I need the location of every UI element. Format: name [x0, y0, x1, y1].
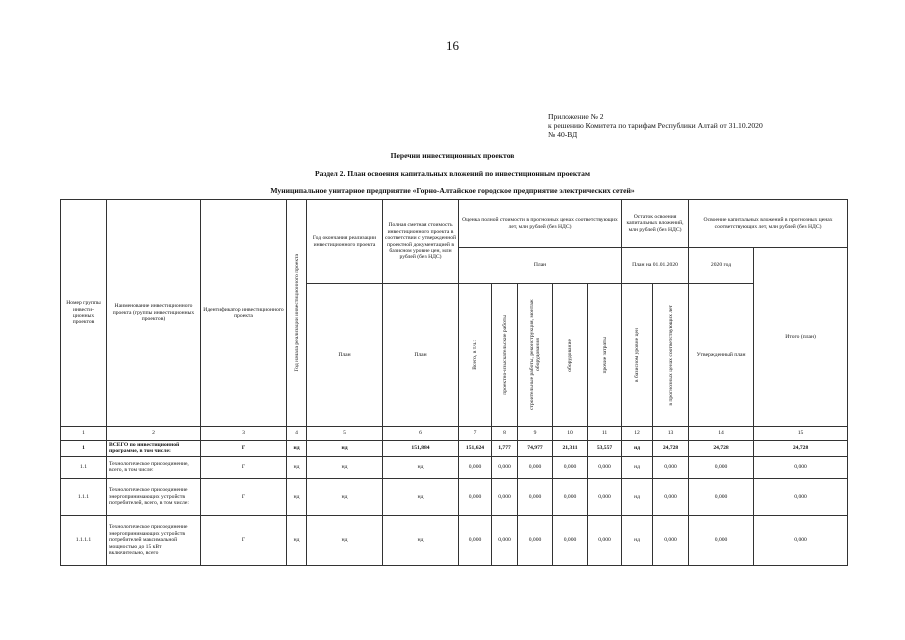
- row-id: Г: [201, 441, 287, 457]
- row-cell: 0,000: [689, 515, 754, 565]
- row-cell: 0,000: [588, 456, 622, 478]
- header-project-id: Идентификатор инвестиционного проекта: [201, 200, 287, 427]
- row-cell: нд: [307, 441, 383, 457]
- row-cell: 0,000: [653, 515, 689, 565]
- row-number: 1.1.1: [61, 478, 107, 515]
- row-cell: 0,000: [754, 515, 848, 565]
- row-cell: 0,000: [518, 456, 553, 478]
- column-number: 10: [553, 427, 588, 441]
- row-cell: 0,000: [754, 478, 848, 515]
- row-cell: 21,311: [553, 441, 588, 457]
- row-cell: 0,000: [553, 478, 588, 515]
- header-completion-year: Год окончания реализации инвестиционного проекта: [307, 200, 383, 284]
- row-name: Технологическое присоединение энергопринимающих устройств потребителей, всего, в том числе:: [107, 478, 201, 515]
- row-cell: нд: [383, 515, 459, 565]
- column-number: 8: [492, 427, 518, 441]
- column-number: 15: [754, 427, 848, 441]
- row-cell: 0,000: [492, 456, 518, 478]
- column-number: 1: [61, 427, 107, 441]
- table-row: [61, 441, 848, 457]
- row-cell: нд: [622, 515, 653, 565]
- row-cell: нд: [307, 478, 383, 515]
- row-cell: 0,000: [553, 515, 588, 565]
- row-cell: 0,000: [588, 515, 622, 565]
- row-cell: 0,000: [492, 515, 518, 565]
- header-total-plan: Итого (план): [754, 248, 848, 427]
- row-cell: 0,000: [459, 456, 492, 478]
- row-cell: 53,557: [588, 441, 622, 457]
- header-balance: Остаток освоения капитальных вложений, млн рублей (без НДС): [622, 200, 689, 248]
- row-cell: нд: [383, 456, 459, 478]
- row-cell: нд: [287, 515, 307, 565]
- header-yearly: Освоение капитальных вложений в прогнозных ценах соответствующих лет, млн рублей (без НДС): [689, 200, 848, 248]
- row-cell: 0,000: [653, 456, 689, 478]
- row-cell: 24,728: [754, 441, 848, 457]
- row-cell: 0,000: [754, 456, 848, 478]
- header-implementation-year: Год начала реализации инвестиционного проекта: [287, 200, 307, 427]
- row-cell: 0,000: [553, 456, 588, 478]
- organization-title: Муниципальное унитарное предприятие «Горно-Алтайское городское предприятие электрических сетей»: [270, 186, 635, 195]
- appendix-line-2: к решению Комитета по тарифам Республики Алтай от 31.10.2020: [548, 121, 763, 130]
- row-number: 1: [61, 441, 107, 457]
- header-total-incl: Всего, в т.ч.:: [459, 284, 492, 427]
- appendix-line-3: № 40-ВД: [548, 130, 578, 139]
- row-cell: 1,777: [492, 441, 518, 457]
- column-number: 13: [653, 427, 689, 441]
- row-id: Г: [201, 515, 287, 565]
- header-full-cost: Оценка полной стоимости в прогнозных ценах соответствующих лет, млн рублей (без НДС): [459, 200, 622, 248]
- column-number: 5: [307, 427, 383, 441]
- row-cell: нд: [383, 478, 459, 515]
- header-plan-estimate: План: [383, 284, 459, 427]
- row-cell: 0,000: [689, 456, 754, 478]
- header-plan: План: [459, 248, 622, 284]
- column-number: 9: [518, 427, 553, 441]
- row-cell: 0,000: [518, 515, 553, 565]
- header-group-number: Номер группы инвести-ционных проектов: [61, 200, 107, 427]
- table-row: [61, 478, 848, 515]
- column-number: 14: [689, 427, 754, 441]
- column-number: 11: [588, 427, 622, 441]
- row-cell: 0,000: [588, 478, 622, 515]
- column-number: 3: [201, 427, 287, 441]
- row-id: Г: [201, 456, 287, 478]
- header-estimate: Полная сметная стоимость инвестиционного проекта в соответствии с утвержденной проектной документацией в базисном уровне цен, млн рублей (без НДС): [383, 200, 459, 284]
- row-cell: 0,000: [689, 478, 754, 515]
- row-number: 1.1: [61, 456, 107, 478]
- page-number: 16: [446, 38, 459, 53]
- row-cell: нд: [622, 456, 653, 478]
- row-cell: 0,000: [653, 478, 689, 515]
- row-cell: 24,728: [689, 441, 754, 457]
- row-cell: нд: [307, 515, 383, 565]
- row-name: Технологическое присоединение энергопринимающих устройств потребителей максимальной мощностью до 15 кВт включительно, всего: [107, 515, 201, 565]
- column-number: 6: [383, 427, 459, 441]
- row-cell: 74,977: [518, 441, 553, 457]
- row-cell: 0,000: [459, 515, 492, 565]
- row-name: ВСЕГО по инвестиционной программе, в том числе:: [107, 441, 201, 457]
- header-design-works: проектно-изыскательские работы: [492, 284, 518, 427]
- row-cell: нд: [287, 441, 307, 457]
- header-plan-year: План: [307, 284, 383, 427]
- column-number: 4: [287, 427, 307, 441]
- row-cell: нд: [622, 478, 653, 515]
- row-cell: нд: [307, 456, 383, 478]
- section-title: Раздел 2. План освоения капитальных вложений по инвестиционным проектам: [314, 169, 591, 178]
- row-cell: 151,624: [459, 441, 492, 457]
- row-cell: нд: [287, 456, 307, 478]
- row-cell: нд: [287, 478, 307, 515]
- row-cell: 0,000: [492, 478, 518, 515]
- row-cell: нд: [622, 441, 653, 457]
- table-row: [61, 515, 848, 565]
- header-year-2020: 2020 год: [689, 248, 754, 284]
- row-number: 1.1.1.1: [61, 515, 107, 565]
- column-number: 7: [459, 427, 492, 441]
- appendix-line-1: Приложение № 2: [548, 112, 604, 121]
- appendix-block: [548, 112, 763, 139]
- header-project-name: Наименование инвестиционного проекта (группы инвестиционных проектов): [107, 200, 201, 427]
- header-plan-date: План на 01.01.2020: [622, 248, 689, 284]
- column-number: 2: [107, 427, 201, 441]
- header-other-costs: прочие затраты: [588, 284, 622, 427]
- row-cell: 0,000: [459, 478, 492, 515]
- header-construction-works: строительные работы, реконструкция, монтаж оборудования: [518, 284, 553, 427]
- header-row-1: [61, 200, 848, 248]
- row-cell: 151,884: [383, 441, 459, 457]
- header-approved-plan: Утвержденный план: [689, 284, 754, 427]
- header-equipment: оборудование: [553, 284, 588, 427]
- list-title: Перечни инвестиционных проектов: [390, 151, 515, 160]
- column-number-row: [61, 427, 848, 441]
- investment-plan-table: [60, 199, 848, 566]
- table-row: [61, 456, 848, 478]
- column-number: 12: [622, 427, 653, 441]
- header-forecast-prices: в прогнозных ценах соответствующих лет: [653, 284, 689, 427]
- row-id: Г: [201, 478, 287, 515]
- row-cell: 0,000: [518, 478, 553, 515]
- row-cell: 24,728: [653, 441, 689, 457]
- header-base-prices: в базисном уровне цен: [622, 284, 653, 427]
- row-name: Технологическое присоединение, всего, в том числе:: [107, 456, 201, 478]
